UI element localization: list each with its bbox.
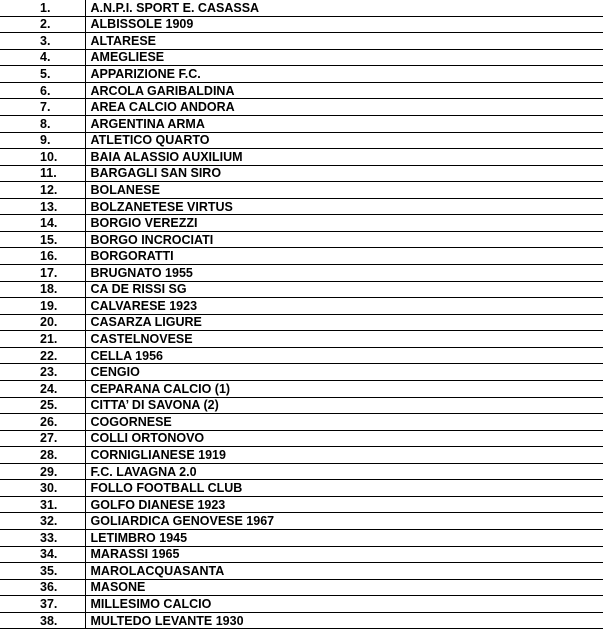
row-number: 29. xyxy=(0,463,85,480)
row-number: 34. xyxy=(0,546,85,563)
team-name: CASARZA LIGURE xyxy=(85,314,603,331)
table-row xyxy=(0,49,603,66)
table-row xyxy=(0,447,603,464)
team-name: ATLETICO QUARTO xyxy=(85,132,603,149)
team-name: A.N.P.I. SPORT E. CASASSA xyxy=(85,0,603,16)
team-name: ARCOLA GARIBALDINA xyxy=(85,82,603,99)
row-number: 19. xyxy=(0,298,85,315)
row-number: 6. xyxy=(0,82,85,99)
row-number: 22. xyxy=(0,347,85,364)
row-number: 5. xyxy=(0,66,85,83)
row-number: 9. xyxy=(0,132,85,149)
table-row xyxy=(0,380,603,397)
table-row xyxy=(0,231,603,248)
team-name: BRUGNATO 1955 xyxy=(85,265,603,282)
team-name: CALVARESE 1923 xyxy=(85,298,603,315)
team-name: CORNIGLIANESE 1919 xyxy=(85,447,603,464)
team-name: CASTELNOVESE xyxy=(85,331,603,348)
team-name: MAROLACQUASANTA xyxy=(85,563,603,580)
team-name: BAIA ALASSIO AUXILIUM xyxy=(85,149,603,166)
table-row xyxy=(0,331,603,348)
team-name: F.C. LAVAGNA 2.0 xyxy=(85,463,603,480)
team-name: BORGIO VEREZZI xyxy=(85,215,603,232)
table-row xyxy=(0,165,603,182)
table-row xyxy=(0,579,603,596)
team-name: MULTEDO LEVANTE 1930 xyxy=(85,612,603,629)
team-name: CA DE RISSI SG xyxy=(85,281,603,298)
row-number: 38. xyxy=(0,612,85,629)
row-number: 37. xyxy=(0,596,85,613)
row-number: 7. xyxy=(0,99,85,116)
table-row xyxy=(0,563,603,580)
table-row xyxy=(0,281,603,298)
table-row xyxy=(0,298,603,315)
table-row xyxy=(0,16,603,33)
team-name: AMEGLIESE xyxy=(85,49,603,66)
table-row xyxy=(0,314,603,331)
team-name: GOLIARDICA GENOVESE 1967 xyxy=(85,513,603,530)
table-row xyxy=(0,115,603,132)
table-row xyxy=(0,596,603,613)
row-number: 4. xyxy=(0,49,85,66)
table-row xyxy=(0,215,603,232)
row-number: 31. xyxy=(0,496,85,513)
row-number: 2. xyxy=(0,16,85,33)
team-name: GOLFO DIANESE 1923 xyxy=(85,496,603,513)
table-row xyxy=(0,530,603,547)
team-name: CEPARANA CALCIO (1) xyxy=(85,380,603,397)
row-number: 1. xyxy=(0,0,85,16)
row-number: 36. xyxy=(0,579,85,596)
table-row xyxy=(0,132,603,149)
table-row xyxy=(0,463,603,480)
table-row xyxy=(0,480,603,497)
team-name: ARGENTINA ARMA xyxy=(85,115,603,132)
team-name: MARASSI 1965 xyxy=(85,546,603,563)
table-row xyxy=(0,496,603,513)
row-number: 11. xyxy=(0,165,85,182)
row-number: 20. xyxy=(0,314,85,331)
team-name: MASONE xyxy=(85,579,603,596)
team-name: LETIMBRO 1945 xyxy=(85,530,603,547)
row-number: 32. xyxy=(0,513,85,530)
team-name: BORGORATTI xyxy=(85,248,603,265)
table-row xyxy=(0,414,603,431)
row-number: 14. xyxy=(0,215,85,232)
row-number: 30. xyxy=(0,480,85,497)
table-row xyxy=(0,347,603,364)
row-number: 26. xyxy=(0,414,85,431)
team-name: COLLI ORTONOVO xyxy=(85,430,603,447)
table-row xyxy=(0,198,603,215)
team-name: CELLA 1956 xyxy=(85,347,603,364)
team-name: APPARIZIONE F.C. xyxy=(85,66,603,83)
team-name: FOLLO FOOTBALL CLUB xyxy=(85,480,603,497)
table-row xyxy=(0,99,603,116)
table-row xyxy=(0,66,603,83)
row-number: 3. xyxy=(0,33,85,50)
table-row xyxy=(0,33,603,50)
table-row xyxy=(0,82,603,99)
table-row xyxy=(0,265,603,282)
table-row xyxy=(0,248,603,265)
row-number: 24. xyxy=(0,380,85,397)
row-number: 23. xyxy=(0,364,85,381)
table-row xyxy=(0,397,603,414)
row-number: 25. xyxy=(0,397,85,414)
row-number: 8. xyxy=(0,115,85,132)
row-number: 10. xyxy=(0,149,85,166)
table-row xyxy=(0,612,603,629)
row-number: 12. xyxy=(0,182,85,199)
row-number: 21. xyxy=(0,331,85,348)
team-name: ALTARESE xyxy=(85,33,603,50)
team-name: BORGO INCROCIATI xyxy=(85,231,603,248)
team-name: CENGIO xyxy=(85,364,603,381)
team-name: BOLZANETESE VIRTUS xyxy=(85,198,603,215)
table-row xyxy=(0,546,603,563)
table-row xyxy=(0,430,603,447)
team-name: ALBISSOLE 1909 xyxy=(85,16,603,33)
table-row xyxy=(0,0,603,16)
table-row xyxy=(0,149,603,166)
row-number: 18. xyxy=(0,281,85,298)
team-name: BARGAGLI SAN SIRO xyxy=(85,165,603,182)
row-number: 16. xyxy=(0,248,85,265)
team-name: COGORNESE xyxy=(85,414,603,431)
row-number: 17. xyxy=(0,265,85,282)
row-number: 27. xyxy=(0,430,85,447)
row-number: 13. xyxy=(0,198,85,215)
table-row xyxy=(0,364,603,381)
row-number: 35. xyxy=(0,563,85,580)
row-number: 28. xyxy=(0,447,85,464)
team-name: MILLESIMO CALCIO xyxy=(85,596,603,613)
team-name: AREA CALCIO ANDORA xyxy=(85,99,603,116)
table-row xyxy=(0,182,603,199)
row-number: 33. xyxy=(0,530,85,547)
table-row xyxy=(0,513,603,530)
team-name: CITTA’ DI SAVONA (2) xyxy=(85,397,603,414)
row-number: 15. xyxy=(0,231,85,248)
team-name: BOLANESE xyxy=(85,182,603,199)
